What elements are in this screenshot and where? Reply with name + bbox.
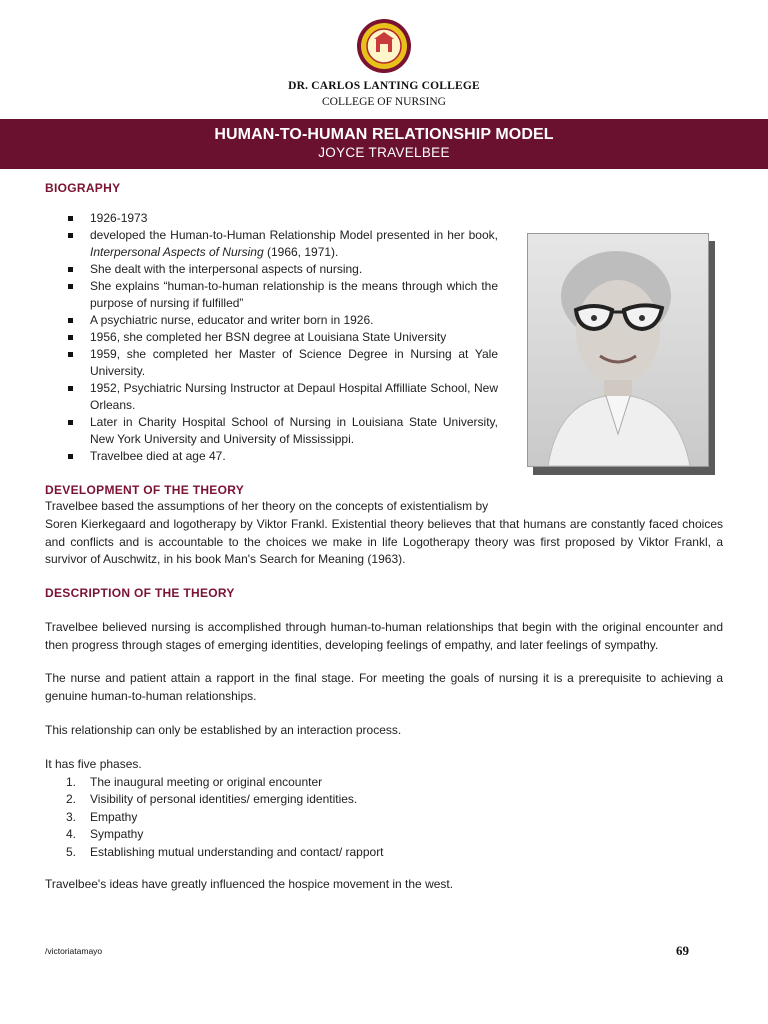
list-item: 2. Visibility of personal identities/ emerging identities.	[66, 792, 358, 806]
development-heading: DEVELOPMENT OF THE THEORY	[45, 483, 245, 497]
college-name: DR. CARLOS LANTING COLLEGE	[288, 80, 480, 92]
list-item: 3. Empathy	[66, 809, 138, 824]
development-line1: Travelbee based the assumptions of her theory on the concepts of existentialism by	[45, 499, 489, 513]
page-subtitle: JOYCE TRAVELBEE	[318, 145, 450, 160]
page-number: 69	[676, 943, 689, 958]
department-name: COLLEGE OF NURSING	[322, 96, 446, 108]
portrait-image	[527, 233, 709, 467]
phases-list	[45, 774, 384, 862]
biography-list	[66, 210, 498, 465]
list-item: 1. The inaugural meeting or original encounter	[66, 774, 323, 789]
college-seal-logo	[356, 18, 412, 74]
list-item: 5. Establishing mutual understanding and contact/ rapport	[66, 844, 384, 859]
list-item: 4. Sympathy	[66, 827, 144, 841]
list-item: 1926-1973	[66, 210, 498, 227]
list-item: Travelbee died at age 47.	[66, 448, 498, 465]
footer-credit: /victoriatamayo	[45, 946, 103, 956]
list-item: 1959, she completed her Master of Science Degree in Nursing at Yale University.	[66, 346, 498, 380]
list-item: 1952, Psychiatric Nursing Instructor at Depaul Hospital Affilliate School, New Orleans.	[66, 380, 498, 414]
description-paragraph-3: This relationship can only be established by an interaction process.	[45, 723, 402, 737]
list-item: Later in Charity Hospital School of Nursing in Louisiana State University, New York University and University of Mississippi.	[66, 414, 498, 448]
description-heading: DESCRIPTION OF THE THEORY	[45, 586, 235, 600]
biography-heading: BIOGRAPHY	[45, 181, 121, 195]
page-title: HUMAN-TO-HUMAN RELATIONSHIP MODEL	[214, 126, 554, 143]
list-item: She explains “human-to-human relationship is the means through which the purpose of nursing if fulfilled”	[66, 278, 498, 312]
closing-paragraph: Travelbee's ideas have greatly influenced the hospice movement in the west.	[45, 877, 454, 891]
development-body: Soren Kierkegaard and logotherapy by Viktor Frankl. Existential theory believes that that humans are constantly faced choices and conflicts and is accountable to the choices we make in life Logotherapy theory was first proposed by Viktor Frankl, a survivor of Auschwitz, in his book Man's Search for Meaning (1963).	[45, 517, 723, 566]
portrait-photo	[527, 233, 709, 467]
title-banner	[0, 119, 768, 169]
list-item: She dealt with the interpersonal aspects of nursing.	[66, 261, 498, 278]
description-paragraph-1: Travelbee believed nursing is accomplished through human-to-human relationships that begin with the original encounter and then progress through stages of emerging identities, developing feelings of empathy, and later feelings of sympathy.	[45, 620, 723, 652]
description-paragraph-2: The nurse and patient attain a rapport in the final stage. For meeting the goals of nursing it is a prerequisite to achieving a genuine human-to-human relationships.	[45, 671, 723, 703]
list-item: 1956, she completed her BSN degree at Louisiana State University	[66, 329, 498, 346]
phases-intro: It has five phases.	[45, 757, 142, 771]
list-item: A psychiatric nurse, educator and writer born in 1926.	[66, 312, 498, 329]
list-item: developed the Human-to-Human Relationship Model presented in her book, Interpersonal Aspects of Nursing (1966, 1971).	[66, 227, 498, 261]
phases-block	[45, 756, 384, 861]
